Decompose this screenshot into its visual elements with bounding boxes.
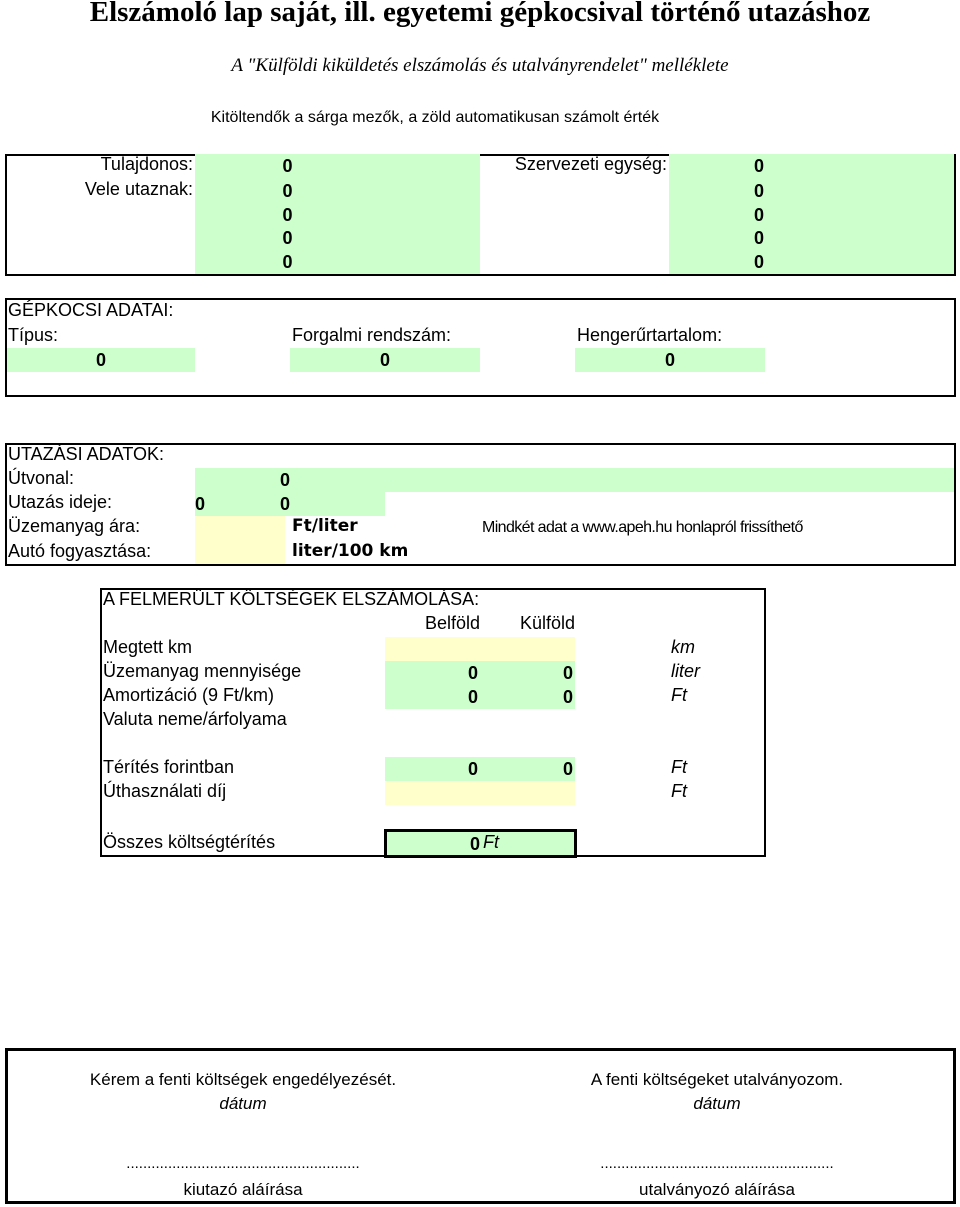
route-label: Útvonal: (8, 468, 75, 488)
car-section-label: GÉPKOCSI ADATAI: (8, 300, 174, 320)
car-plate-field[interactable]: 0 (290, 348, 480, 372)
companion-field[interactable]: 0 (282, 205, 293, 225)
page-subtitle: A "Külföldi kiküldetés elszámolás és utalványrendelet" melléklete (231, 55, 729, 76)
trip-section-label: UTAZÁSI ADATOK: (8, 444, 165, 464)
fuel-price-label: Üzemanyag ára: (8, 516, 141, 536)
total-value: 0 (469, 834, 480, 854)
trip-time-label: Utazás ideje: (8, 492, 113, 512)
trip-time-value: 0 (279, 494, 290, 514)
unit-extra-field[interactable]: 0 (753, 181, 764, 201)
owner-cell-fill (380, 154, 480, 178)
km-foreign-field[interactable] (480, 637, 575, 661)
unit-extra-field[interactable]: 0 (753, 228, 764, 248)
car-plate-label: Forgalmi rendszám: (292, 325, 452, 345)
amort-label: Amortizáció (9 Ft/km) (103, 685, 275, 705)
fuel-price-unit: Ft/liter (292, 516, 358, 536)
col-domestic-header: Belföld (424, 613, 480, 633)
refund-foreign: 0 (480, 757, 575, 781)
consumption-label: Autó fogyasztása: (8, 541, 152, 561)
unit-extra-field[interactable]: 0 (753, 252, 764, 272)
page-title: Elszámoló lap saját, ill. egyetemi gépkocsival történő utazáshoz (89, 0, 871, 28)
route-value: 0 (279, 470, 290, 490)
km-domestic-field[interactable] (385, 637, 480, 661)
left-signature-line: ........................................................ (126, 1155, 360, 1172)
total-unit: Ft (483, 832, 499, 852)
unit-field[interactable]: 0 (753, 156, 764, 176)
left-signature-label: kiutazó aláírása (183, 1180, 303, 1199)
costs-section-label: A FELMERÜLT KÖLTSÉGEK ELSZÁMOLÁSA: (103, 589, 480, 609)
request-approval-text: Kérem a fenti költségek engedélyezését. (89, 1070, 397, 1089)
unit-label: Szervezeti egység: (514, 154, 667, 174)
km-label: Megtett km (103, 637, 193, 657)
fuel-qty-foreign: 0 (480, 661, 575, 685)
toll-label: Úthasználati díj (103, 781, 227, 801)
companion-field[interactable]: 0 (282, 252, 293, 272)
car-cc-field[interactable]: 0 (575, 348, 765, 372)
right-signature-label: utalványozó aláírása (639, 1180, 795, 1199)
right-signature-line: ........................................................ (600, 1155, 834, 1172)
unit-extra-field[interactable]: 0 (753, 205, 764, 225)
total-label: Összes költségtérítés (103, 832, 276, 852)
consumption-field[interactable] (195, 540, 285, 564)
fuel-price-field[interactable] (195, 516, 285, 540)
companions-label: Vele utaznak: (84, 179, 193, 199)
km-unit: km (671, 637, 695, 657)
currency-label: Valuta neme/árfolyama (103, 709, 287, 729)
toll-unit: Ft (671, 781, 687, 801)
consumption-unit: liter/100 km (292, 541, 409, 561)
amort-domestic: 0 (385, 685, 480, 709)
refund-domestic: 0 (385, 757, 480, 781)
car-type-field[interactable]: 0 (7, 348, 195, 372)
left-date-label: dátum (219, 1094, 267, 1113)
right-date-label: dátum (693, 1094, 741, 1113)
apeh-note: Mindkét adat a www.apeh.hu honlapról frissíthető (482, 519, 803, 536)
fuel-qty-unit: liter (671, 661, 701, 681)
owner-label: Tulajdonos: (100, 154, 193, 174)
authorize-text: A fenti költségeket utalványozom. (590, 1070, 844, 1089)
car-cc-label: Hengerűrtartalom: (577, 325, 723, 345)
fuel-qty-domestic: 0 (385, 661, 480, 685)
fill-hint: Kitöltendők a sárga mezők, a zöld automatikusan számolt érték (210, 109, 660, 126)
owner-name-field[interactable]: 0 (195, 154, 380, 178)
companion-field[interactable]: 0 (282, 181, 293, 201)
refund-unit: Ft (671, 757, 687, 777)
trip-time-field[interactable]: 0 (195, 492, 385, 516)
refund-label: Térítés forintban (103, 757, 235, 777)
col-foreign-header: Külföld (519, 613, 575, 633)
amort-unit: Ft (671, 685, 687, 705)
toll-field[interactable] (385, 781, 575, 805)
fuel-qty-label: Üzemanyag mennyisége (103, 661, 302, 681)
car-type-label: Típus: (8, 325, 59, 345)
amort-foreign: 0 (480, 685, 575, 709)
companion-field[interactable]: 0 (282, 228, 293, 248)
